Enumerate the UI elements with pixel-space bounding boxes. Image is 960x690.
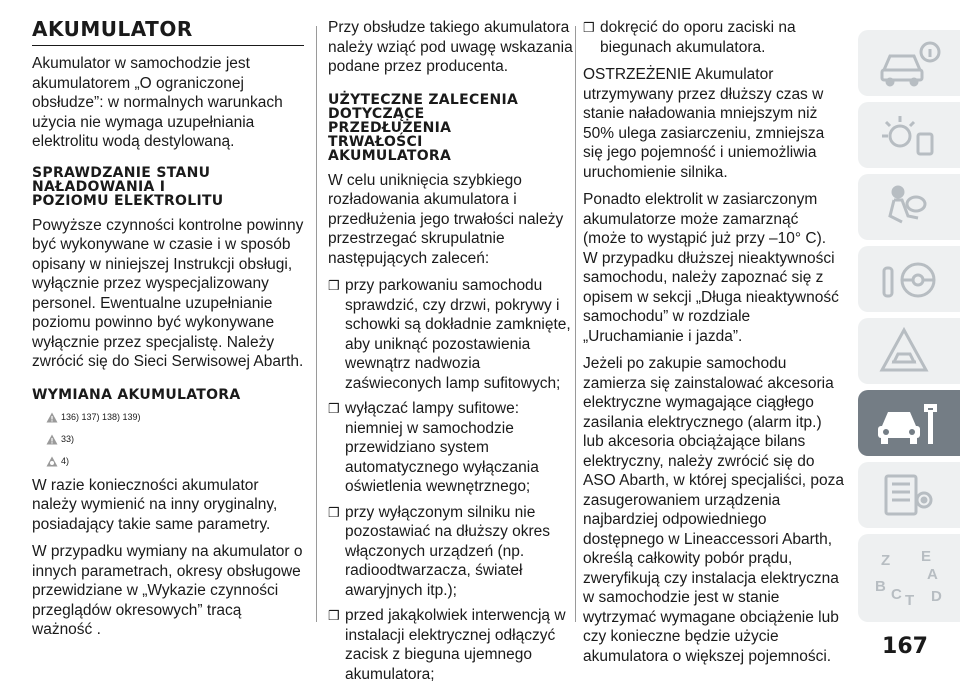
chapter-sidebar bbox=[858, 30, 960, 622]
svg-text:B: B bbox=[875, 578, 886, 595]
tab-safety[interactable] bbox=[858, 174, 960, 240]
check-charge-paragraph: Powyższe czynności kontrolne powinny być wykonywane w czasie i w sposób opisany w niniejszej Instrukcji obsługi, wyłącznie przez wyspecjalizowany personel. Ewentualne uzupełnianie poziomu powinno być wykonywane wyłącznie przez specjalistę. Należy zwrócić się do Sieci Serwisowej Abarth. bbox=[32, 216, 304, 370]
checkbox-bullet-icon: ❒ bbox=[328, 401, 340, 416]
warning-triangle-icon bbox=[46, 412, 58, 423]
technical-data-icon bbox=[874, 470, 944, 520]
checkbox-bullet-icon: ❒ bbox=[328, 608, 340, 623]
environment-triangle-icon bbox=[46, 456, 58, 467]
checkbox-bullet-icon: ❒ bbox=[328, 278, 340, 293]
list-item: ❒ wyłączać lampy sufitowe: niemniej w samochodzie przewidziano system automatycznego wyłączania oświetlenia wewnętrznego; bbox=[328, 400, 539, 495]
page-number: 167 bbox=[882, 634, 928, 659]
list-item: ❒ przed jakąkolwiek interwencją w instalacji elektrycznej odłączyć zacisk z bieguna ujemnego akumulatora; bbox=[328, 607, 566, 683]
warning-emergency-icon bbox=[874, 326, 944, 376]
tab-starting-driving[interactable] bbox=[858, 246, 960, 312]
list-item: ❒ przy wyłączonym silniku nie pozostawiać na dłuższy okres włączonych urządzeń (np. radioodtwarzacza, świateł awaryjnych itp.); bbox=[328, 503, 551, 599]
column-divider bbox=[575, 26, 576, 622]
svg-text:D: D bbox=[931, 588, 942, 605]
intro-paragraph: Akumulator w samochodzie jest akumulatorem „O ograniczonej obsłudze”: w normalnych warunkach użycia nie wymaga uzupełniania elektrolitu wodą destylowaną. bbox=[32, 55, 283, 150]
tab-maintenance[interactable] bbox=[858, 390, 960, 456]
middle-column bbox=[328, 18, 574, 690]
maintenance-car-icon bbox=[874, 398, 944, 448]
index-alphabet-icon bbox=[869, 543, 949, 613]
list-item: ❒ przy parkowaniu samochodu sprawdzić, czy drzwi, pokrywy i schowki są dokładnie zamknięte, aby uniknąć pozostawienia wewnątrz nadwozia zaświeconych lamp sufitowych; bbox=[328, 277, 571, 392]
warning-reference: 136) 137) 138) 139) bbox=[46, 410, 304, 426]
intro-paragraph: Przy obsłudze takiego akumulatora należy wziąć pod uwagę wskazania podane przez producenta. bbox=[328, 19, 573, 75]
checkbox-bullet-icon: ❒ bbox=[583, 20, 595, 35]
section-heading-replace-battery: WYMIANA AKUMULATORA bbox=[32, 386, 241, 403]
tab-emergency[interactable] bbox=[858, 318, 960, 384]
svg-text:C: C bbox=[891, 586, 902, 603]
replace-paragraph-2: W przypadku wymiany na akumulator o innych parametrach, okresy obsługowe przewidziane w „Wykazie czynności przeglądów okresowych” tracą ważność . bbox=[32, 543, 303, 638]
svg-text:Z: Z bbox=[881, 552, 891, 569]
right-column bbox=[583, 18, 845, 674]
section-heading-tips: UŻYTECZNE ZALECENIA DOTYCZĄCE PRZEDŁUŻENIA TRWAŁOŚCI AKUMULATORA bbox=[328, 91, 519, 164]
starting-driving-icon bbox=[874, 254, 944, 304]
car-info-icon bbox=[874, 38, 944, 88]
svg-text:A: A bbox=[927, 566, 938, 583]
tab-car-info[interactable] bbox=[858, 30, 960, 96]
tips-paragraph: W celu uniknięcia szybkiego rozładowania akumulatora i przedłużenia jego trwałości należy przestrzegać skrupulatnie następujących zaleceń: bbox=[328, 171, 564, 267]
list-item: ❒ dokręcić do oporu zaciski na biegunach akumulatora. bbox=[583, 19, 796, 56]
left-column bbox=[32, 18, 304, 648]
safety-airbag-icon bbox=[874, 182, 944, 232]
tab-dashboard-lights[interactable] bbox=[858, 102, 960, 168]
tab-technical-data[interactable] bbox=[858, 462, 960, 528]
accessories-paragraph: Jeżeli po zakupie samochodu zamierza się zainstalować akcesoria elektryczne wymagające ciągłego zasilania elektrycznego (alarm itp.) lub akcesoria obciążające bilans elektryczny, należy zwrócić się do ASO Abarth, w której specjaliści, poza zasugerowaniem urządzenia najbardziej odpowiedniego dostępnego w Lineaccessori Abarth, określą całkowity pobór prądu, zweryfikują czy instalacja elektryczna w samochodzie jest w stanie wytrzymać wymagane obciążenie lub czy konieczne będzie użycie akumulatora o większej pojemności. bbox=[583, 355, 845, 665]
section-heading-check-charge: SPRAWDZANIE STANU NAŁADOWANIA I POZIOMU ELEKTROLITU bbox=[32, 164, 224, 209]
dashboard-lights-icon bbox=[874, 110, 944, 160]
warning-paragraph: OSTRZEŻENIE Akumulator utrzymywany przez dłuższy czas w stanie naładowania mniejszym niż 50% ulega zasiarczeniu, zmniejsza się jego pojemność i uniemożliwia uruchomienie silnika. bbox=[583, 66, 825, 181]
warning-reference: 33) bbox=[46, 432, 304, 448]
tab-index[interactable] bbox=[858, 534, 960, 622]
replace-paragraph-1: W razie konieczności akumulator należy wymienić na inny oryginalny, posiadający takie same parametry. bbox=[32, 476, 278, 533]
svg-text:E: E bbox=[921, 548, 932, 565]
page-title: AKUMULATOR bbox=[32, 18, 304, 46]
checkbox-bullet-icon: ❒ bbox=[328, 504, 340, 520]
caution-triangle-icon bbox=[46, 434, 58, 445]
svg-text:T: T bbox=[905, 592, 915, 609]
freezing-paragraph: Ponadto elektrolit w zasiarczonym akumulatorze może zamarznąć (może to wystąpić już przy –10° C). W przypadku dłuższej nieaktywności samochodu, należy zapoznać się z opisem w sekcji „Długa nieaktywność samochodu” w rozdziale „Uruchamianie i jazda”. bbox=[583, 191, 839, 345]
column-divider bbox=[316, 26, 317, 622]
warning-reference: 4) bbox=[46, 454, 304, 470]
